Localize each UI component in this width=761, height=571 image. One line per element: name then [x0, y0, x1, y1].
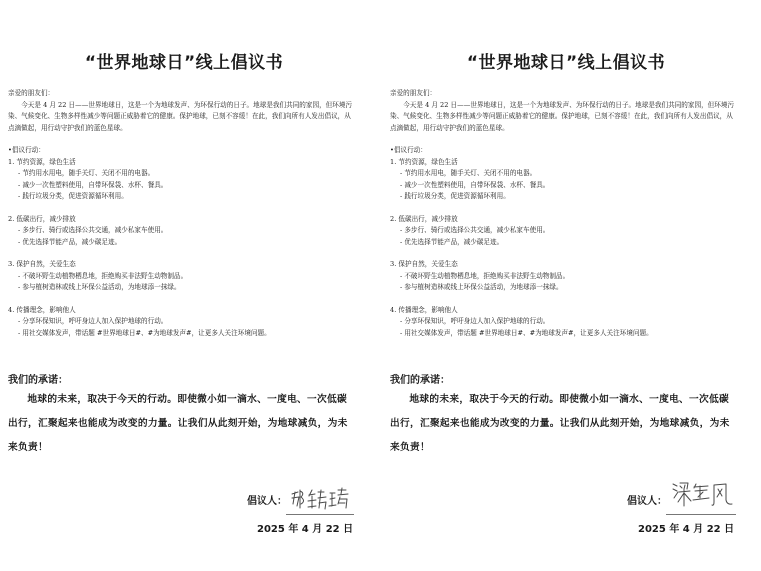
date: 2025 年 4 月 22 日 [257, 524, 354, 535]
action-sub-item: - 节约用水用电，随手关灯、关闭不用的电器。 [18, 169, 155, 177]
action-sub-item: - 多步行、骑行或选择公共交通，减少私家车使用。 [18, 226, 168, 234]
action-item-heading: 1. 节约资源，绿色生活 [390, 157, 458, 166]
actions-heading: •倡议行动： [8, 146, 45, 154]
action-sub-item: - 优先选择节能产品，减少碳足迹。 [400, 237, 504, 246]
signature-line [286, 514, 354, 515]
action-sub-item: - 优先选择节能产品，减少碳足迹。 [18, 237, 122, 246]
action-sub-item: - 分享环保知识，呼吁身边人加入保护地球的行动。 [400, 317, 550, 325]
action-sub-item: - 不破坏野生动植物栖息地，拒绝购买非法野生动物制品。 [400, 271, 570, 280]
signature-line [666, 514, 736, 515]
letter-page-left [4, 0, 364, 571]
action-sub-item: - 多步行、骑行或选择公共交通，减少私家车使用。 [400, 226, 550, 234]
pledge-paragraph: 地球的未来，取决于今天的行动。即使微小如一滴水、一度电、一次低碳出行，汇聚起来也能成为改变的力量。让我们从此刻开始，为地球减负，为未来负责！ [8, 394, 348, 453]
pledge-paragraph: 地球的未来，取决于今天的行动。即使微小如一滴水、一度电、一次低碳出行，汇聚起来也能成为改变的力量。让我们从此刻开始，为地球减负，为未来负责！ [390, 394, 730, 453]
action-item-heading: 2. 低碳出行，减少排放 [390, 214, 458, 223]
action-sub-item: - 减少一次性塑料使用，自带环保袋、水杯、餐具。 [18, 180, 168, 189]
action-sub-item: - 践行垃圾分类，促进资源循环利用。 [400, 192, 510, 200]
action-sub-item: - 参与植树造林或线上环保公益活动，为地球添一抹绿。 [18, 283, 181, 291]
letter-body [390, 88, 736, 339]
action-item-heading: 4. 传播理念，影响他人 [390, 305, 458, 314]
greeting: 亲爱的朋友们： [390, 89, 437, 97]
intro-paragraph: 今天是 4 月 22 日——世界地球日，这是一个为地球发声、为环保行动的日子。地球是我们共同的家园，但环境污染、气候变化、生物多样性减少等问题正威胁着它的健康。保护地球，已刻不容缓！在此，我们向所有人发出倡议，从点滴做起，用行动守护我们的蓝色星球。 [390, 100, 735, 132]
letter-title: “世界地球日”线上倡议书 [466, 53, 666, 73]
action-item-heading: 1. 节约资源，绿色生活 [8, 157, 76, 166]
letter-body [8, 88, 354, 339]
handwritten-signature [670, 478, 736, 512]
action-item-heading: 4. 传播理念，影响他人 [8, 305, 76, 314]
sign-label: 倡议人： [627, 496, 667, 507]
action-sub-item: - 践行垃圾分类，促进资源循环利用。 [18, 192, 128, 200]
action-sub-item: - 用社交媒体发声，带话题 #世界地球日#、#为地球发声#，让更多人关注环境问题。 [400, 328, 653, 337]
action-sub-item: - 参与植树造林或线上环保公益活动，为地球添一抹绿。 [400, 283, 563, 291]
sign-label: 倡议人： [247, 496, 287, 507]
action-sub-item: - 节约用水用电，随手关灯、关闭不用的电器。 [400, 169, 537, 177]
date: 2025 年 4 月 22 日 [638, 524, 735, 535]
action-sub-item: - 不破坏野生动植物栖息地，拒绝购买非法野生动物制品。 [18, 271, 188, 280]
pledge-heading: 我们的承诺： [390, 375, 450, 386]
handwritten-signature [288, 484, 354, 514]
letter-title: “世界地球日”线上倡议书 [84, 53, 284, 73]
action-sub-item: - 分享环保知识，呼吁身边人加入保护地球的行动。 [18, 317, 168, 325]
action-sub-item: - 减少一次性塑料使用，自带环保袋、水杯、餐具。 [400, 180, 550, 189]
action-item-heading: 2. 低碳出行，减少排放 [8, 214, 76, 223]
action-sub-item: - 用社交媒体发声，带话题 #世界地球日#、#为地球发声#，让更多人关注环境问题。 [18, 328, 271, 337]
greeting: 亲爱的朋友们： [8, 89, 55, 97]
actions-heading: •倡议行动： [390, 146, 427, 154]
action-item-heading: 3. 保护自然，关爱生态 [8, 260, 76, 268]
letter-page-right [386, 0, 746, 571]
intro-paragraph: 今天是 4 月 22 日——世界地球日，这是一个为地球发声、为环保行动的日子。地球是我们共同的家园，但环境污染、气候变化、生物多样性减少等问题正威胁着它的健康。保护地球，已刻不容缓！在此，我们向所有人发出倡议，从点滴做起，用行动守护我们的蓝色星球。 [8, 100, 353, 132]
action-item-heading: 3. 保护自然，关爱生态 [390, 260, 458, 268]
pledge-heading: 我们的承诺： [8, 375, 68, 386]
